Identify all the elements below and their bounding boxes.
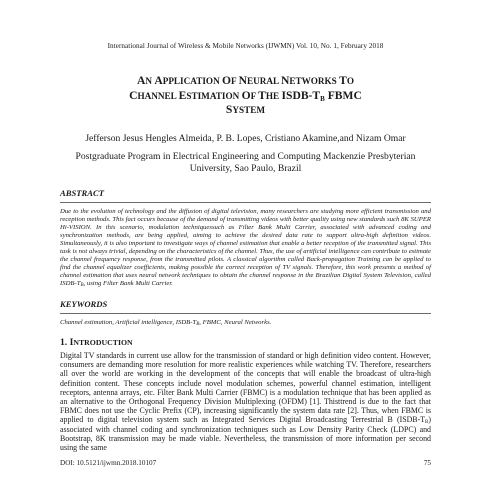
abstract-heading: ABSTRACT (60, 188, 104, 198)
title-line-2: CHANNEL ESTIMATION OF THE ISDB-$T_B$ FBMC (129, 88, 362, 103)
introduction-heading: 1. INTRODUCTION (60, 337, 133, 348)
authors: Jefferson Jesus Hengles Almeida, P. B. Lopes, Cristiano Akamine,and Nizam Omar (85, 132, 406, 144)
page-footer (60, 459, 431, 467)
abstract-text: Due to the evolution of technology and the diffusion of digital television, many researchers are studying more efficient transmission and reception methods. This fact occurs because of the demand of transmitting videos with better quality using new standards such 8K SUPER Hi-VISION. In this scenario, modulation techniquessuch as Filter Bank Multi Carrier, associated with advanced coding and synchronization methods, are being applied, aiming to achieve the desired data rate to support ultra-high definition videos. Simultaneously, it is also important to investigate ways of channel estimation that enable a better reception of the transmitted signal. This task is not always trivial, depending on the characteristics of the channel. Thus, the use of artificial intelligence can contribute to estimate the channel frequency response, from the transmitted pilots. A classical algorithm called Back-propagation Training can be applied to find the channel equalizer coefficients, making possible the correct reception of TV signals. Therefore, this work presents a method of channel estimation that uses neural network techniques to obtain the channel response in the Brazilian Digital System Television, called ISDB-$T_B$, using Filter Bank Multi Carrier. (60, 208, 431, 288)
abstract-divider (60, 202, 431, 203)
page-number: 75 (423, 459, 431, 467)
journal-header: International Journal of Wireless & Mobile Networks (IJWMN) Vol. 10, No. 1, February 2018 (107, 42, 384, 50)
title-line-1: AN APPLICATION OF NEURAL NETWORKS TO (137, 74, 354, 87)
introduction-paragraph: Digital TV standards in current use allow for the transmission of standard or high definition video content. However, consumers are demanding more resolution for more realistic experiences while watching TV. Therefore, researchers all over the world are working in the development of the concepts that will enable the broadcast of ultra-high definition content. These concepts include novel modulation schemes, powerful channel estimation, intelligent receptors, antenna arrays, etc. Filter Bank Multi Carrier (FBMC) is a modulation technique that has been applied as an alternative to the Orthogonal Frequency Division Multiplexing (OFDM) [1]. Thisttrend is due to the fact that FBMC does not use the Cyclic Prefix (CP), increasing significantly the system data rate [2]. Thus, when FBMC is applied to digital television system such as Integrated Services Digital Broadcasting Terrestrial B $(ISDB-T_B)$ associated with channel coding and synchronization techniques such as Low Density Parity Check (LDPC) and Bootstrap, 8K transmission may be made viable. Nevertheless, the transmission of more information per second using the same (60, 351, 431, 453)
doi-link[interactable]: DOI: 10.5121/ijwmn.2018.10107 (60, 459, 157, 467)
keywords-divider (60, 313, 431, 314)
keywords-heading: KEYWORDS (60, 299, 108, 309)
paper-title (74, 74, 417, 118)
keywords-text: Channel estimation, Artificial intelligence, ISDB-$T_B$, FBMC, Neural Networks. (60, 319, 272, 327)
affiliation: Postgraduate Program in Electrical Engineering and Computing Mackenzie Presbyterian University, Sao Paulo, Brazil (75, 151, 416, 174)
title-line-3: SYSTEM (225, 103, 266, 116)
